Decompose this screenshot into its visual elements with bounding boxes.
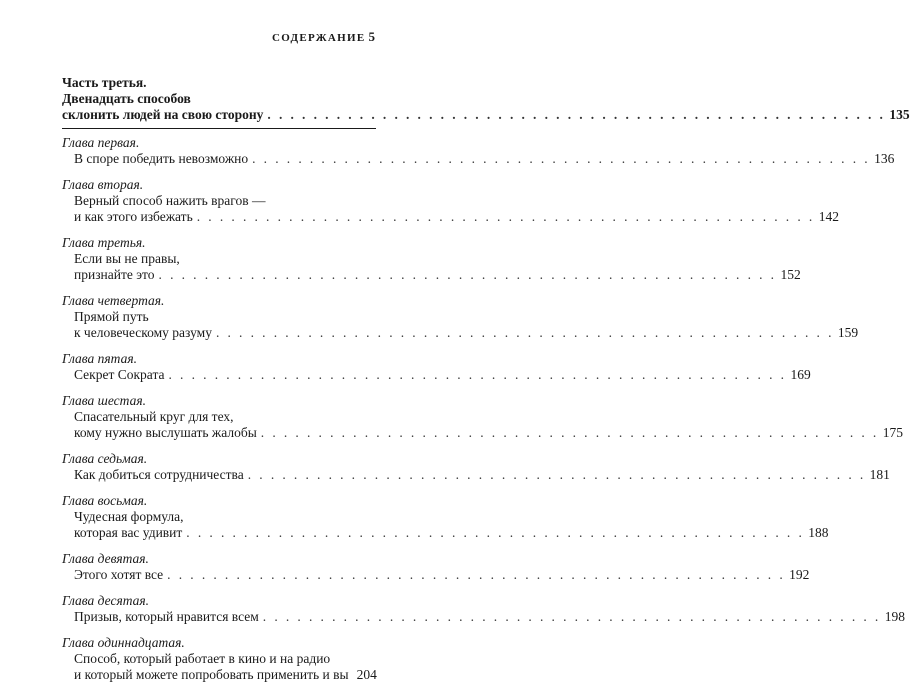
chapter-list: [62, 135, 905, 683]
chapter-label: Глава девятая.: [62, 551, 149, 566]
chapter-label: Глава седьмая.: [62, 451, 148, 466]
toc-line-text: Как добиться сотрудничества: [74, 467, 244, 482]
toc-entry: [62, 293, 859, 341]
toc-page-number: 192: [789, 567, 810, 582]
chapter-title-line: Спасательный круг для тех,: [74, 409, 234, 424]
toc-line-text: кому нужно выслушать жалобы: [74, 425, 257, 440]
toc-page-number: 159: [837, 325, 859, 340]
toc-line-text: В споре победить невозможно: [74, 151, 249, 166]
chapter-title-line: Прямой путь: [74, 309, 149, 324]
toc-line[interactable]: [62, 567, 810, 583]
chapter-label: Глава шестая.: [62, 393, 146, 408]
toc-line[interactable]: [62, 209, 839, 225]
toc-entry: [62, 135, 895, 167]
page-number: 5: [368, 29, 375, 44]
chapter-title-line: Способ, который работает в кино и на радио: [74, 651, 331, 666]
leader-dots: . . . . . . . . . . . . . . . . . . . . . . . . . . . . . . . . . . . . . . . . . . . . . . . . . . . . . .: [252, 151, 871, 166]
toc-line[interactable]: [62, 467, 890, 483]
part-heading-line: Часть третья.: [62, 75, 147, 90]
running-header-title: СОДЕРЖАНИЕ: [272, 32, 366, 44]
toc-entry: [62, 177, 839, 225]
toc-entry: [62, 551, 810, 583]
toc-line[interactable]: [62, 325, 859, 341]
toc-line-text: и который можете попробовать применить и вы: [74, 667, 349, 682]
leader-dots: . . . . . . . . . . . . . . . . . . . . . . . . . . . . . . . . . . . . . . . . . . . . . . . . . . . . . .: [262, 609, 881, 624]
chapter-label: Глава одиннадцатая.: [62, 635, 185, 650]
toc-line[interactable]: [62, 107, 910, 123]
toc-line[interactable]: [62, 667, 376, 683]
chapter-title-line: Верный способ нажить врагов —: [74, 193, 266, 208]
toc-line-text: Этого хотят все: [74, 567, 164, 582]
toc-line-text: Призыв, который нравится всем: [74, 609, 259, 624]
toc-line[interactable]: [62, 425, 903, 441]
toc-page-number: 204: [356, 667, 377, 682]
toc-page-number: 152: [780, 267, 801, 282]
leader-dots: . . . . . . . . . . . . . . . . . . . . . . . . . . . . . . . . . . . . . . . . . . . . . . . . . . . . . .: [267, 107, 886, 122]
leader-dots: . . . . . . . . . . . . . . . . . . . . . . . . . . . . . . . . . . . . . . . . . . . . . . . . . . . . . .: [196, 209, 815, 224]
toc-page-number: 142: [818, 209, 839, 224]
toc-line[interactable]: [62, 151, 895, 167]
leader-dots: . . . . . . . . . . . . . . . . . . . . . . . . . . . . . . . . . . . . . . . . . . . . . . . . . . . . . .: [158, 267, 777, 282]
toc-page-number: 135: [889, 107, 910, 122]
toc-entry: [62, 635, 376, 683]
leader-dots: . . . . . . . . . . . . . . . . . . . . . . . . . . . . . . . . . . . . . . . . . . . . . . . . . . . . . .: [168, 367, 787, 382]
toc-line[interactable]: [62, 609, 905, 625]
toc-line-text: Секрет Сократа: [74, 367, 165, 382]
chapter-title-line: Если вы не правы,: [74, 251, 180, 266]
chapter-label: Глава первая.: [62, 135, 140, 150]
part-heading-line: Двенадцать способов: [62, 91, 191, 106]
toc-line[interactable]: [62, 525, 829, 541]
leader-dots: . . . . . . . . . . . . . . . . . . . . . . . . . . . . . . . . . . . . . . . . . . . . . . . . . . . . . .: [167, 567, 786, 582]
toc-page-number: 181: [869, 467, 890, 482]
leader-dots: . . . . . . . . . . . . . . . . . . . . . . . . . . . . . . . . . . . . . . . . . . . . . . . . . . . . . .: [215, 325, 834, 340]
leader-dots: . . . . . . . . . . . . . . . . . . . . . . . . . . . . . . . . . . . . . . . . . . . . . . . . . . . . . .: [247, 467, 866, 482]
toc-line-text: склонить людей на свою сторону: [62, 107, 264, 122]
toc-entry: [62, 393, 903, 441]
toc-line-text: и как этого избежать: [74, 209, 193, 224]
toc-entry: [62, 235, 801, 283]
part-heading: [62, 75, 910, 123]
chapter-title-line: Чудесная формула,: [74, 509, 184, 524]
chapter-label: Глава восьмая.: [62, 493, 148, 508]
toc-entry: [62, 593, 905, 625]
chapter-label: Глава вторая.: [62, 177, 144, 192]
toc-entry: [62, 451, 890, 483]
toc-page-number: 169: [790, 367, 811, 382]
leader-dots: . . . . . . . . . . . . . . . . . . . . . . . . . . . . . . . . . . . . . . . . . . . . . . . . . . . . . .: [260, 425, 879, 440]
toc-page-number: 188: [808, 525, 829, 540]
table-of-contents: [62, 75, 910, 683]
toc-page-number: 136: [874, 151, 895, 166]
divider: [62, 128, 376, 129]
toc-line-text: признайте это: [74, 267, 155, 282]
chapter-label: Глава третья.: [62, 235, 146, 250]
toc-line[interactable]: [62, 267, 801, 283]
toc-entry: [62, 351, 811, 383]
toc-line-text: которая вас удивит: [74, 525, 183, 540]
toc-page-number: 198: [884, 609, 905, 624]
chapter-label: Глава четвертая.: [62, 293, 165, 308]
toc-entry: [62, 493, 829, 541]
toc-line-text: к человеческому разуму: [74, 325, 212, 340]
chapter-label: Глава десятая.: [62, 593, 150, 608]
leader-dots: . . . . . . . . . . . . . . . . . . . . . . . . . . . . . . . . . . . . . . . . . . . . . . . . . . . . . .: [186, 525, 805, 540]
toc-page-number: 175: [882, 425, 903, 440]
toc-line[interactable]: [62, 367, 811, 383]
chapter-label: Глава пятая.: [62, 351, 137, 366]
